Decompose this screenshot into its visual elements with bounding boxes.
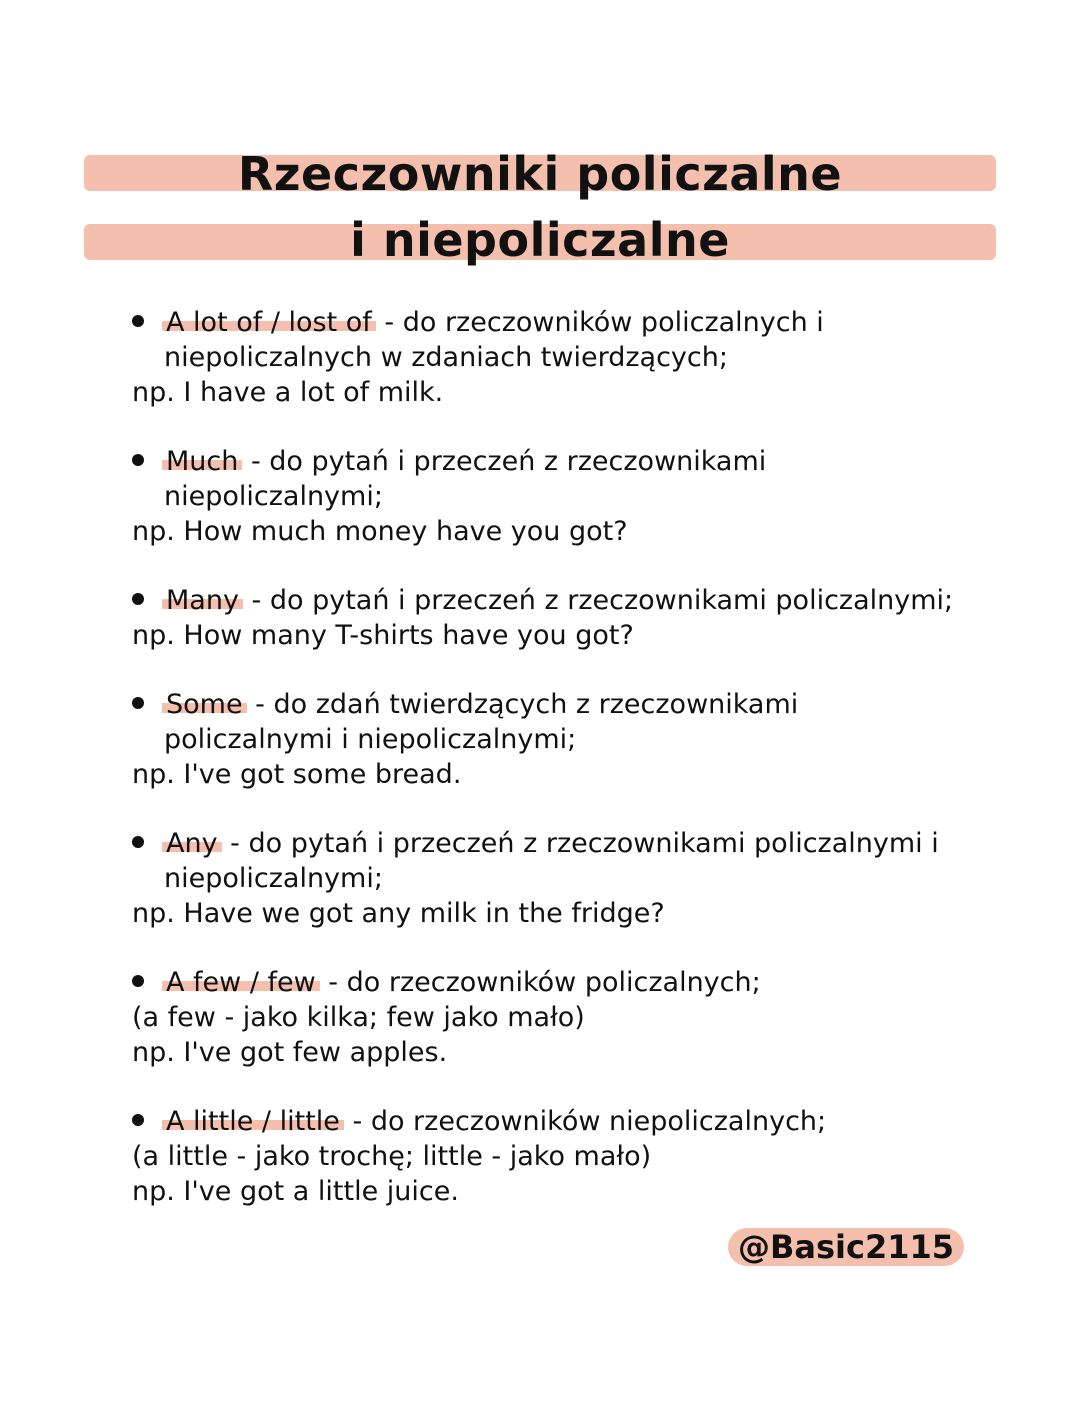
rule-example: np. I've got some bread. [132,759,462,790]
rule-description: - do zdań twierdzących z rzeczownikami [246,689,799,720]
rule-definition [132,305,1012,340]
rule-definition [132,965,1012,1000]
rule-keyword: Many [162,585,243,616]
rule-example: np. How much money have you got? [132,516,628,547]
rule-keyword: Some [162,689,247,720]
rule-a-few [132,965,1012,1070]
rule-description-continued: niepoliczalnych w zdaniach twierdzących; [164,342,728,373]
rule-any [132,826,1012,931]
rule-description: - do rzeczowników policzalnych; [319,967,761,998]
rule-description-continued: niepoliczalnymi; [164,863,383,894]
rule-note: (a few - jako kilka; few jako mało) [132,1002,585,1033]
bullet-icon [132,697,144,709]
bullet-icon [132,836,144,848]
rule-some [132,687,1012,792]
rule-example: np. Have we got any milk in the fridge? [132,898,665,929]
page-title-line-2: i niepoliczalne [350,213,730,267]
rule-keyword: A little / little [162,1106,344,1137]
rule-description: - do pytań i przeczeń z rzeczownikami [242,446,767,477]
rule-keyword: A lot of / lost of [162,307,376,338]
rule-definition [132,583,1012,618]
rule-note: (a little - jako trochę; little - jako mało) [132,1141,652,1172]
rule-a-lot-of [132,305,1012,410]
bullet-icon [132,593,144,605]
rule-keyword: Any [162,828,222,859]
rule-much [132,444,1012,549]
rule-description: - do pytań i przeczeń z rzeczownikami policzalnymi; [242,585,954,616]
rule-example: np. I've got few apples. [132,1037,448,1068]
bullet-icon [132,454,144,466]
rule-description: - do pytań i przeczeń z rzeczownikami policzalnymi i [221,828,939,859]
rule-description-continued: niepoliczalnymi; [164,481,383,512]
rule-description: - do rzeczowników policzalnych i [375,307,824,338]
rule-definition [132,1104,1012,1139]
rule-definition [132,687,1012,722]
bullet-icon [132,1114,144,1126]
rules-list [132,305,1012,1243]
bullet-icon [132,315,144,327]
rule-keyword: A few / few [162,967,320,998]
rule-example: np. I've got a little juice. [132,1176,459,1207]
rule-definition [132,444,1012,479]
author-handle: @Basic2115 [728,1228,964,1266]
rule-many [132,583,1012,653]
page-title-line-1: Rzeczowniki policzalne [237,147,843,201]
rule-description-continued: policzalnymi i niepoliczalnymi; [164,724,577,755]
rule-keyword: Much [162,446,242,477]
rule-a-little [132,1104,1012,1209]
rule-example: np. I have a lot of milk. [132,377,444,408]
rule-definition [132,826,1012,861]
rule-example: np. How many T-shirts have you got? [132,620,634,651]
rule-description: - do rzeczowników niepoliczalnych; [343,1106,827,1137]
bullet-icon [132,975,144,987]
